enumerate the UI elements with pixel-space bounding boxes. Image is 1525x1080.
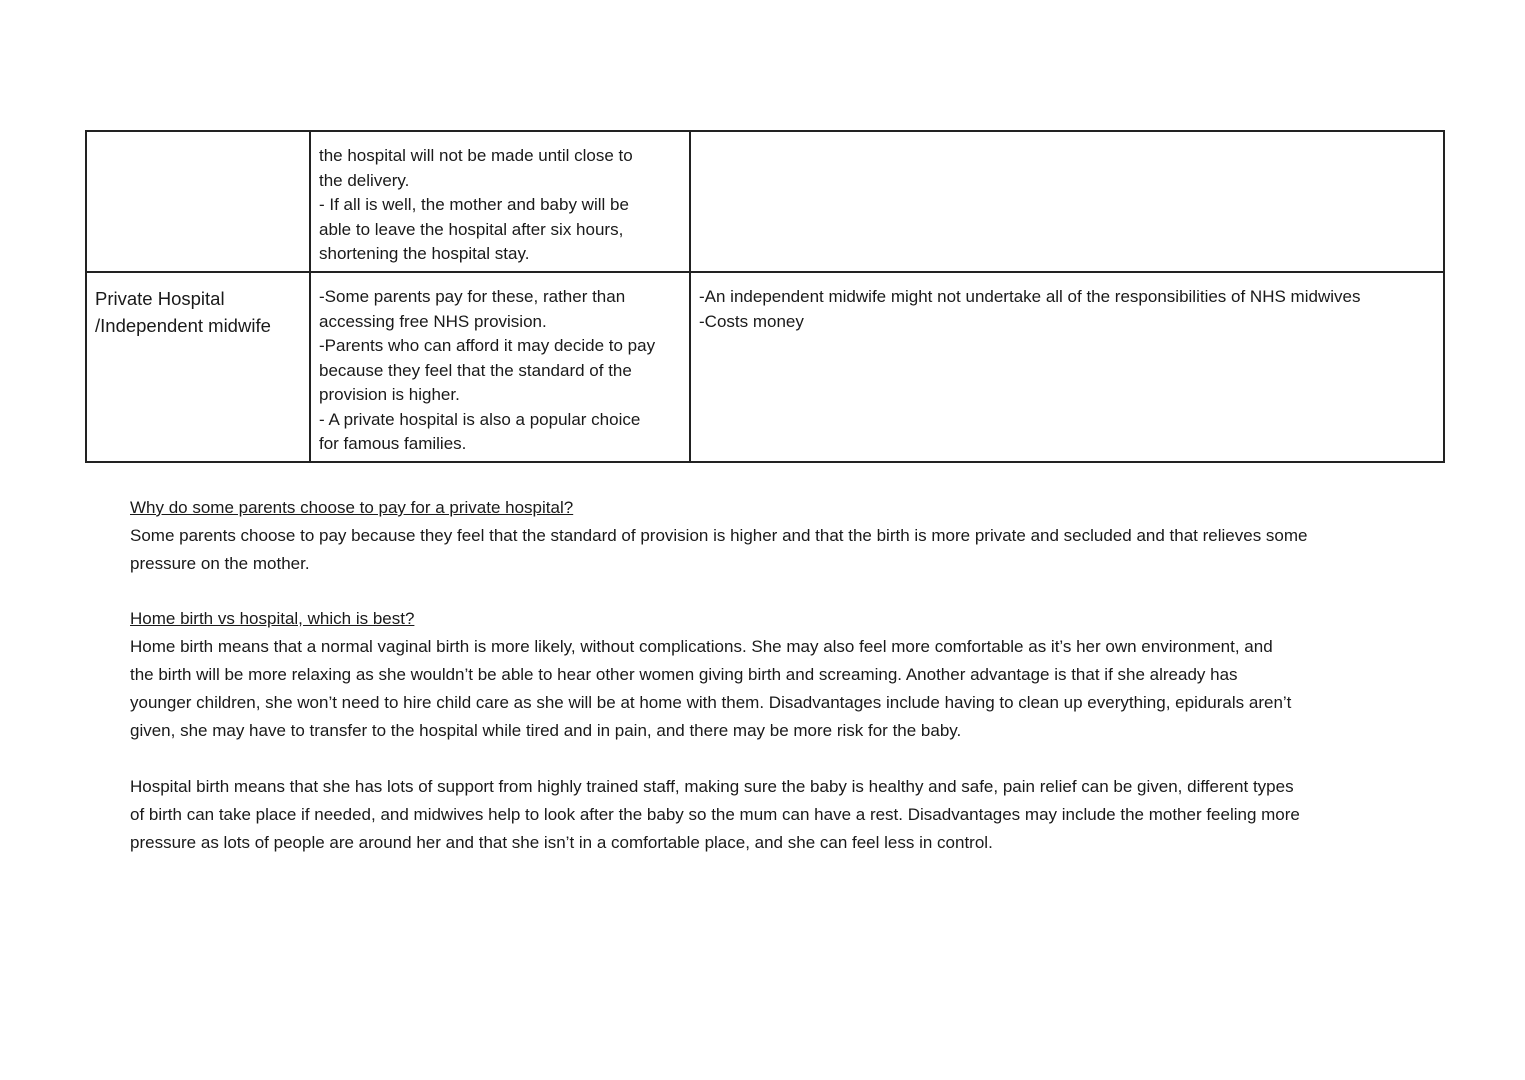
paragraph-line: given, she may have to transfer to the hospital while tired and in pain, and there may be more risk for the baby.	[130, 721, 962, 740]
comparison-table	[85, 130, 1445, 463]
paragraph-line: the birth will be more relaxing as she wouldn’t be able to hear other women giving birth and screaming. Another advantage is that if she already has	[130, 665, 1238, 684]
paragraph-line: Hospital birth means that she has lots of support from highly trained staff, making sure the baby is healthy and safe, pain relief can be given, different types	[130, 777, 1294, 796]
advantages-cell	[310, 131, 690, 272]
section-heading: Why do some parents choose to pay for a private hospital?	[130, 498, 574, 517]
table-row	[86, 131, 1444, 272]
paragraph-line: pressure on the mother.	[130, 554, 310, 573]
label-cell	[86, 272, 310, 462]
private-hospital-section	[130, 494, 1420, 578]
cell-line: shortening the hospital stay.	[319, 244, 530, 263]
paragraph-line: Home birth means that a normal vaginal birth is more likely, without complications. She may also feel more comfortable as it’s her own environment, and	[130, 637, 1273, 656]
disadvantages-cell	[690, 272, 1444, 462]
cell-line: - If all is well, the mother and baby will be	[319, 195, 629, 214]
paragraph-line: pressure as lots of people are around her and that she isn’t in a comfortable place, and she can feel less in control.	[130, 833, 993, 852]
paragraph-line: Some parents choose to pay because they feel that the standard of provision is higher and that the birth is more private and secluded and that relieves some	[130, 526, 1308, 545]
paragraph-line: of birth can take place if needed, and midwives help to look after the baby so the mum can have a rest. Disadvantages may include the mother feeling more	[130, 805, 1300, 824]
cell-line: -Costs money	[699, 311, 804, 331]
home-vs-hospital-section	[130, 605, 1420, 857]
label-cell	[86, 131, 310, 272]
cell-line: -Some parents pay for these, rather than	[319, 287, 626, 306]
table-row	[86, 272, 1444, 462]
cell-line: - A private hospital is also a popular choice	[319, 409, 641, 429]
paragraph-spacer	[130, 745, 1420, 773]
cell-line: accessing free NHS provision.	[319, 311, 547, 331]
cell-line: -An independent midwife might not undertake all of the responsibilities of NHS midwives	[699, 287, 1361, 306]
cell-line: -Parents who can afford it may decide to pay	[319, 336, 656, 355]
cell-line: the hospital will not be made until close to	[319, 146, 633, 165]
cell-line: for famous families.	[319, 434, 467, 453]
cell-line: the delivery.	[319, 170, 410, 190]
paragraph-line: younger children, she won’t need to hire child care as she will be at home with them. Disadvantages include having to clean up everything, epidurals aren’t	[130, 693, 1292, 712]
advantages-cell	[310, 272, 690, 462]
row-label-line: Private Hospital	[95, 288, 225, 309]
section-heading: Home birth vs hospital, which is best?	[130, 609, 415, 628]
cell-line: provision is higher.	[319, 385, 460, 404]
cell-line: because they feel that the standard of the	[319, 360, 632, 380]
row-label-line: /Independent midwife	[95, 315, 271, 336]
cell-line: able to leave the hospital after six hours,	[319, 219, 624, 239]
disadvantages-cell	[690, 131, 1444, 272]
